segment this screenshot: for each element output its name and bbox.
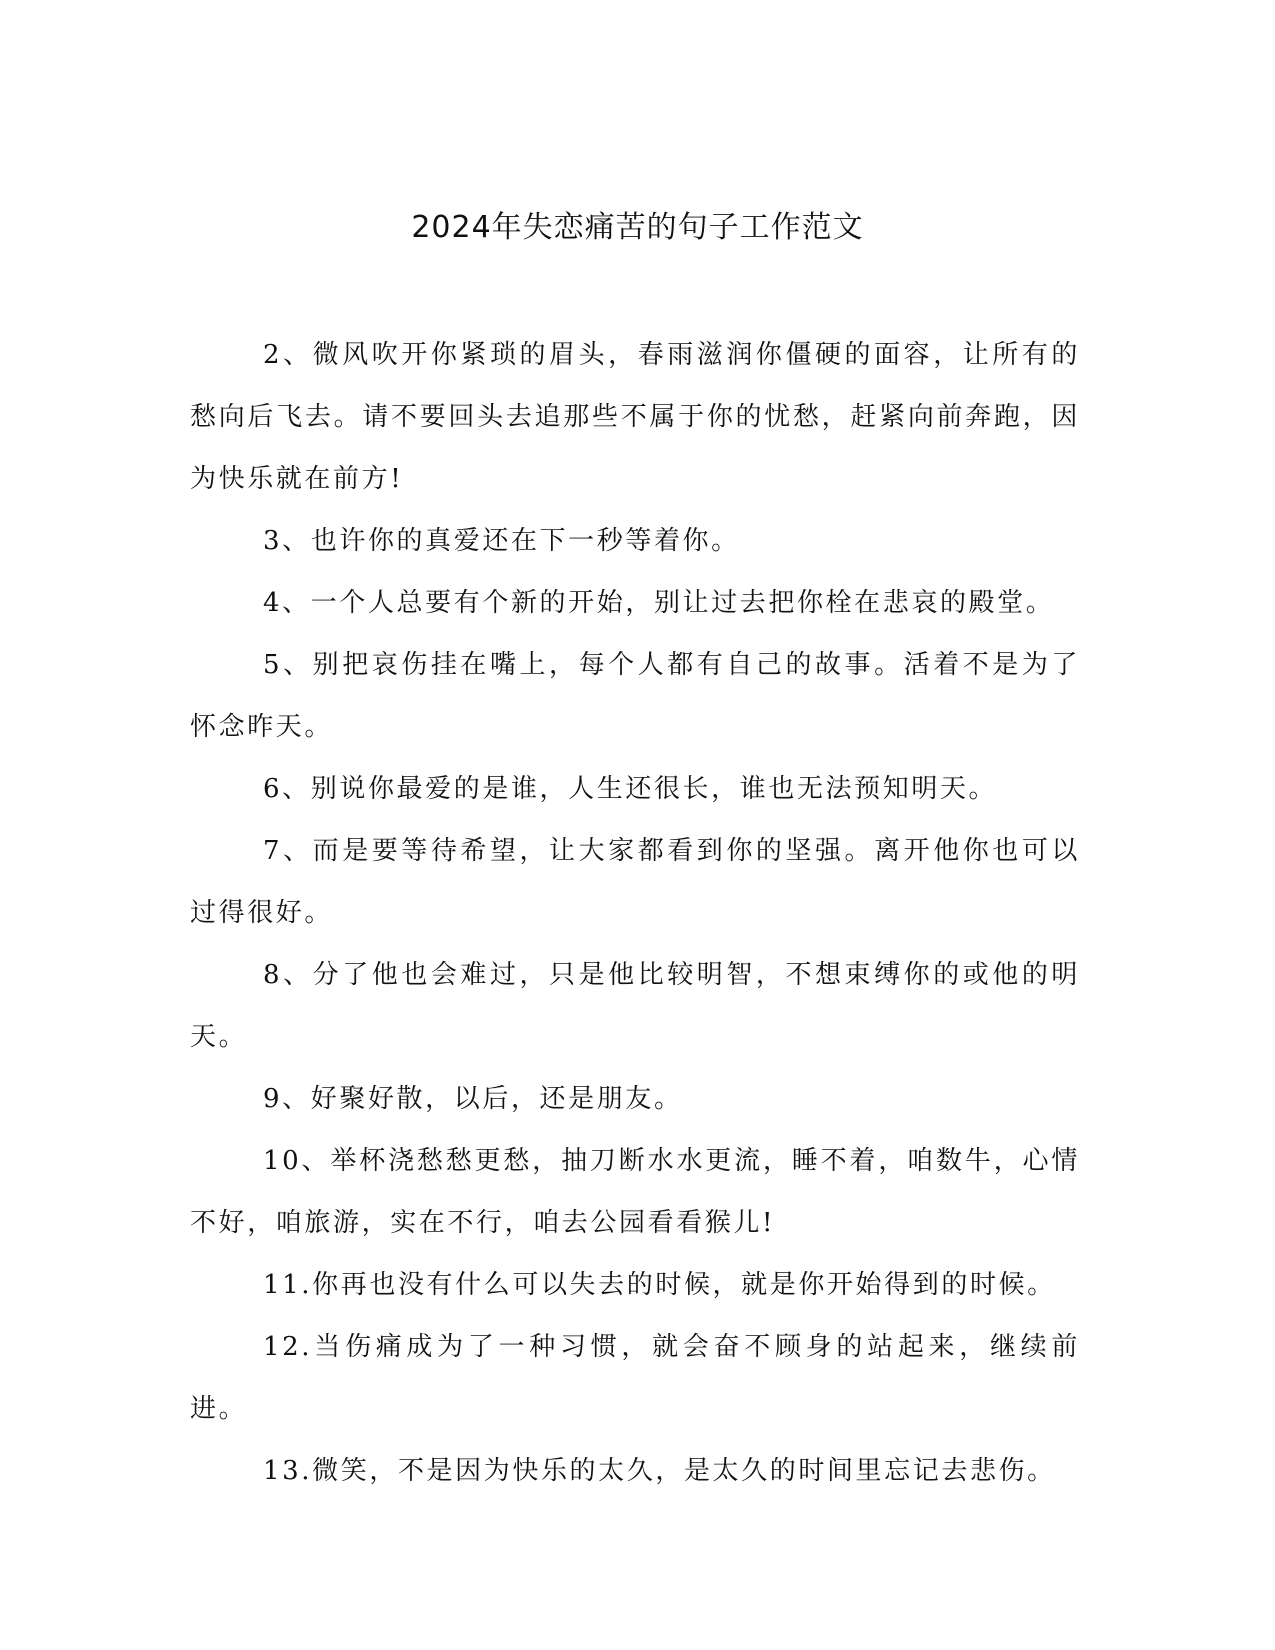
paragraph: 11.你再也没有什么可以失去的时候，就是你开始得到的时候。	[263, 1270, 1056, 1300]
paragraph: 10、举杯浇愁愁更愁，抽刀断水水更流，睡不着，咱数牛，心情不好，咱旅游，实在不行，咱去公园看看猴儿!	[190, 1146, 1080, 1238]
paragraph: 12.当伤痛成为了一种习惯，就会奋不顾身的站起来，继续前进。	[190, 1332, 1080, 1424]
paragraph: 5、别把哀伤挂在嘴上，每个人都有自己的故事。活着不是为了怀念昨天。	[190, 650, 1080, 742]
paragraph: 4、一个人总要有个新的开始，别让过去把你栓在悲哀的殿堂。	[263, 588, 1055, 618]
document-body	[190, 324, 1080, 1502]
paragraph: 3、也许你的真爱还在下一秒等着你。	[263, 526, 740, 556]
document-title: 2024年失恋痛苦的句子工作范文	[411, 210, 864, 245]
paragraph: 2、微风吹开你紧琐的眉头，春雨滋润你僵硬的面容，让所有的愁向后飞去。请不要回头去追那些不属于你的忧愁，赶紧向前奔跑，因为快乐就在前方!	[190, 340, 1080, 494]
paragraph: 8、分了他也会难过，只是他比较明智，不想束缚你的或他的明天。	[190, 960, 1080, 1052]
paragraph: 6、别说你最爱的是谁，人生还很长，谁也无法预知明天。	[263, 774, 998, 804]
paragraph: 13.微笑，不是因为快乐的太久，是太久的时间里忘记去悲伤。	[263, 1456, 1056, 1486]
paragraph: 7、而是要等待希望，让大家都看到你的坚强。离开他你也可以过得很好。	[190, 836, 1080, 928]
paragraph: 9、好聚好散，以后，还是朋友。	[263, 1084, 683, 1114]
